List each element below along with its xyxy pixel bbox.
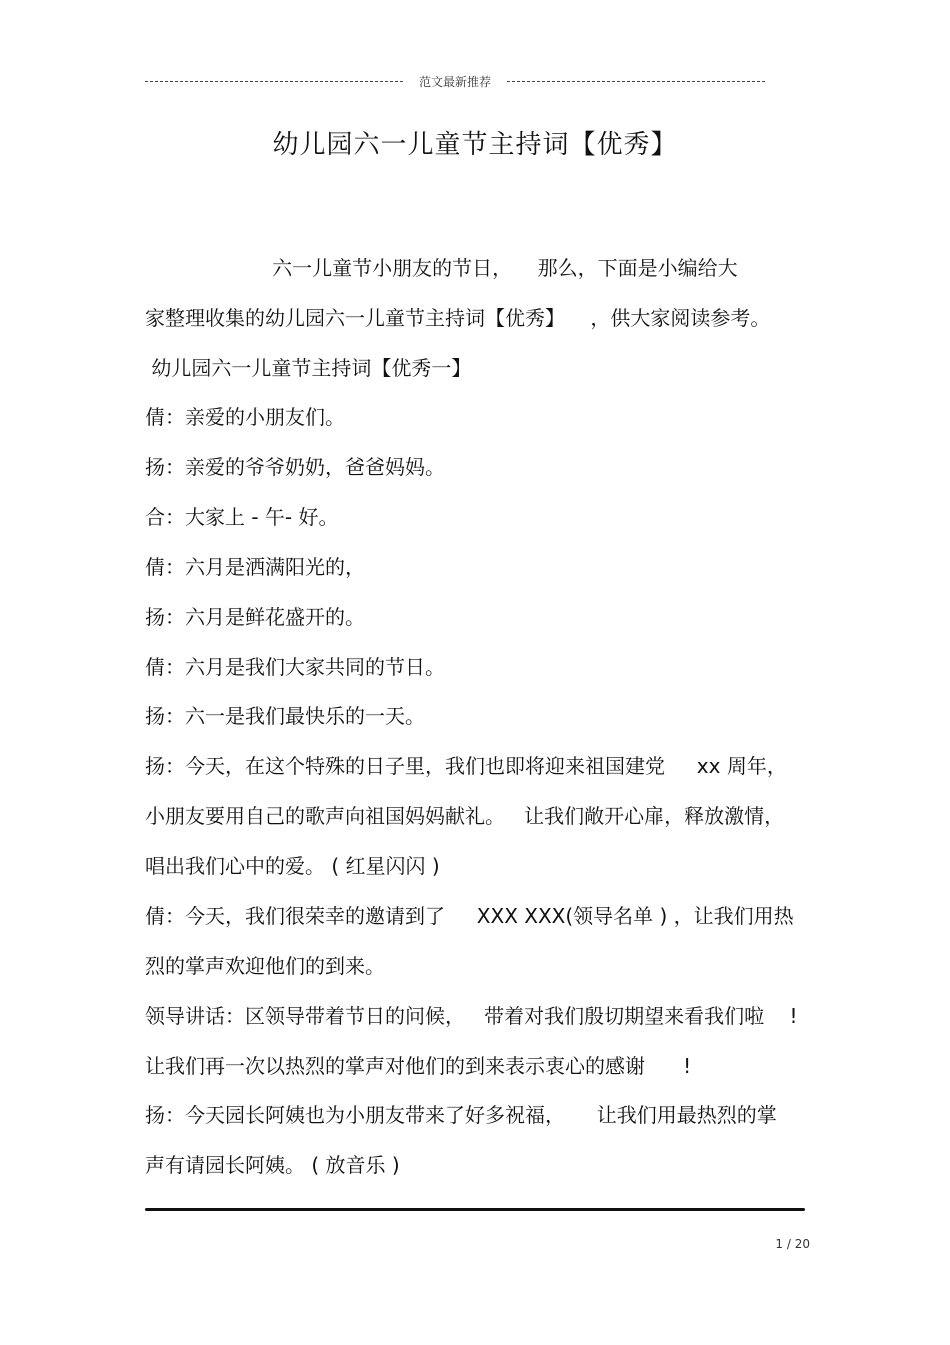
body-line: 扬：六一是我们最快乐的一天。 [145,704,425,728]
body-line: 倩：六月是我们大家共同的节日。 [145,655,445,679]
body-line: 领导讲话：区领导带着节日的问候， 带着对我们殷切期望来看我们啦 ! [145,1004,798,1028]
body-line: 声有请园长阿姨。 ( 放音乐 ) [145,1153,400,1177]
body-line: 小朋友要用自己的歌声向祖国妈妈献礼。 让我们敞开心扉，释放激情， [145,804,785,828]
body-line: 倩：六月是洒满阳光的， [145,555,365,579]
body-line: 扬：六月是鲜花盛开的。 [145,605,365,629]
body-line: 合：大家上 - 午- 好。 [145,505,339,529]
document-title: 幼儿园六一儿童节主持词【优秀】 [272,130,678,160]
body-line: 六一儿童节小朋友的节日， 那么，下面是小编给大 [145,256,738,280]
body-line: 倩：今天，我们很荣幸的邀请到了 XXX XXX(领导名单 ) ，让我们用热 [145,904,794,928]
page-header [145,72,765,90]
body-line: 烈的掌声欢迎他们的到来。 [145,954,385,978]
page-number: 1 / 20 [775,1237,810,1251]
header-dash-left [145,81,403,82]
body-line: 让我们再一次以热烈的掌声对他们的到来表示衷心的感谢 ! [145,1054,692,1078]
body-line: 扬：今天园长阿姨也为小朋友带来了好多祝福， 让我们用最热烈的掌 [145,1103,777,1127]
body-line: 唱出我们心中的爱。 ( 红星闪闪 ) [145,854,440,878]
header-dash-right [507,81,765,82]
header-label: 范文最新推荐 [419,74,492,89]
section-heading: 幼儿园六一儿童节主持词【优秀一】 [145,356,472,380]
body-line: 倩：亲爱的小朋友们。 [145,405,345,429]
footer-rule [145,1208,805,1211]
body-line: 家整理收集的幼儿园六一儿童节主持词【优秀】 ，供大家阅读参考。 [145,306,771,330]
body-line: 扬：今天，在这个特殊的日子里，我们也即将迎来祖国建党 xx 周年， [145,754,787,778]
body-line: 扬：亲爱的爷爷奶奶，爸爸妈妈。 [145,455,445,479]
